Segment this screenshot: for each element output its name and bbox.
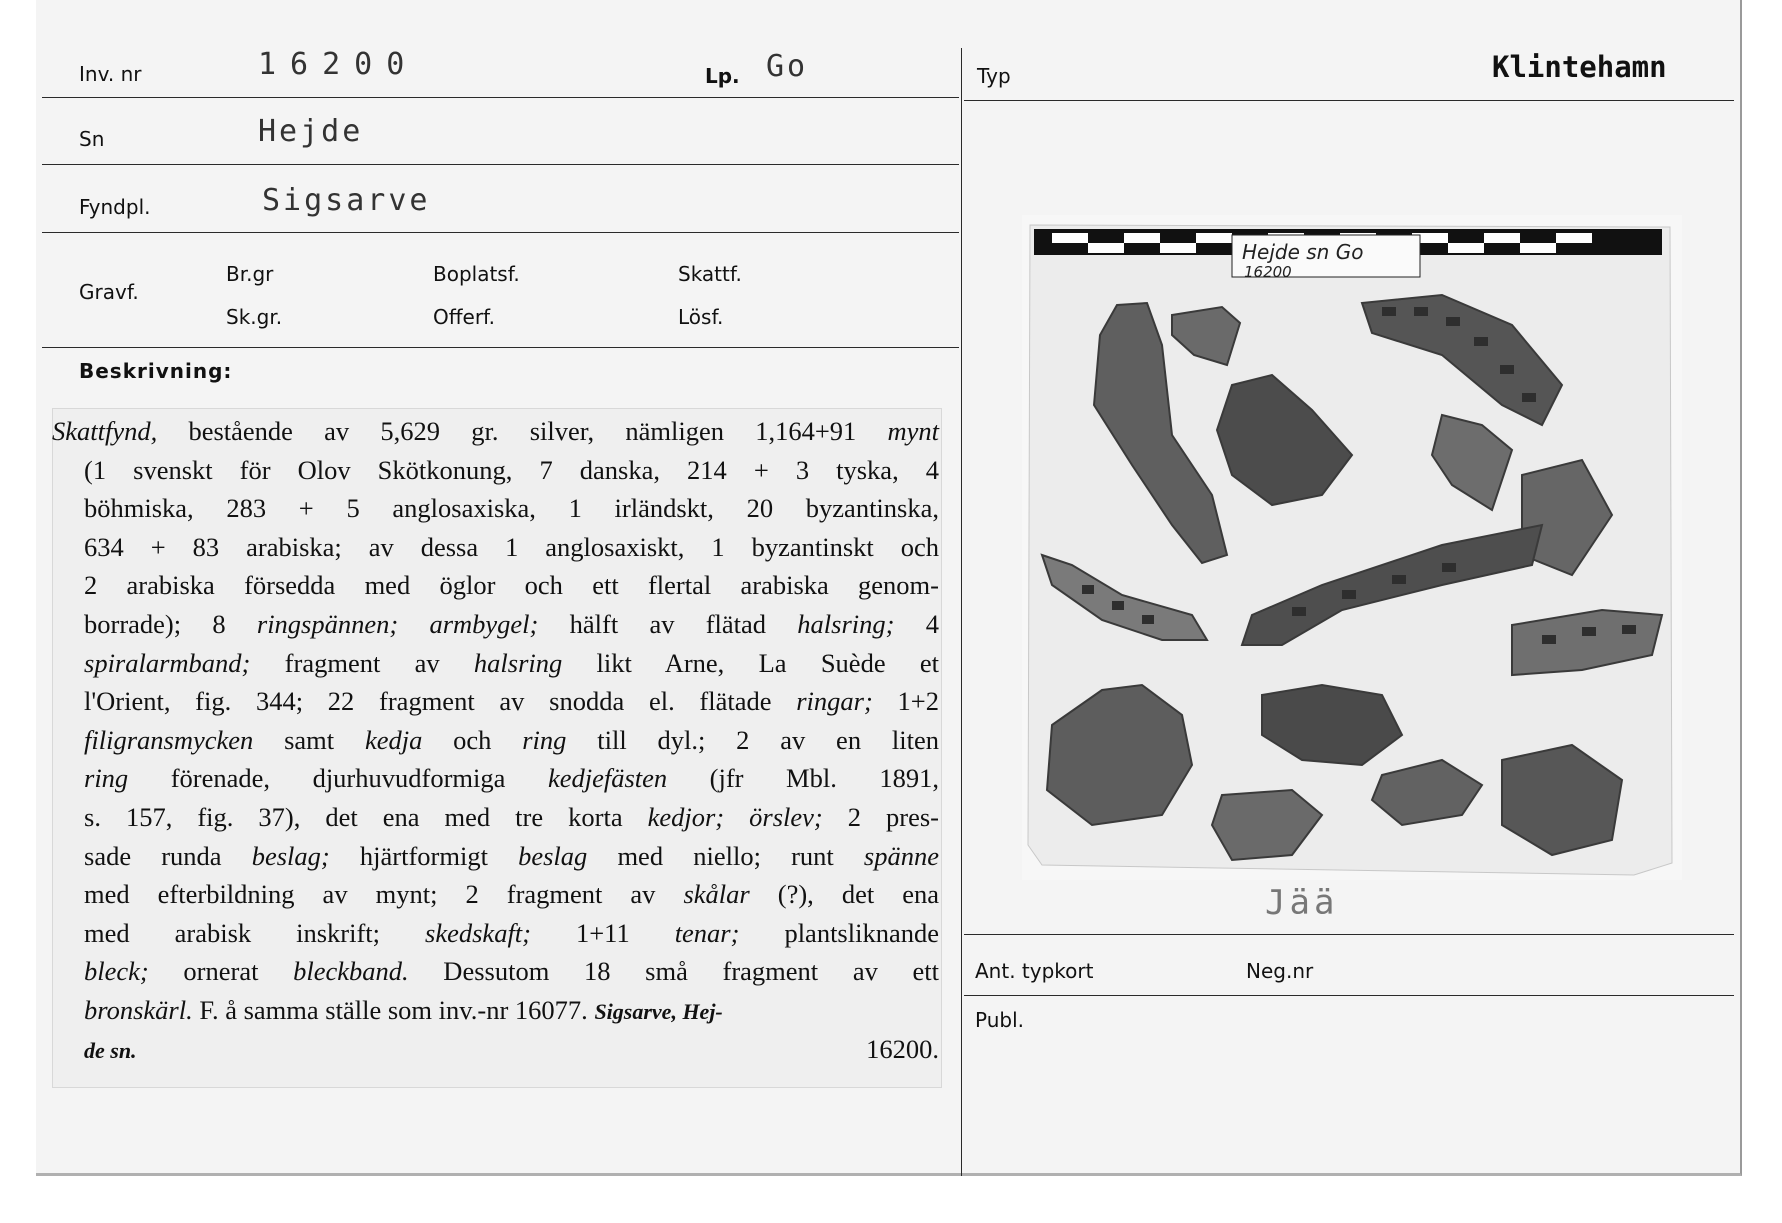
rule-publ <box>964 995 1734 996</box>
offerf-label: Offerf. <box>433 305 495 329</box>
skgr-label: Sk.gr. <box>226 305 283 329</box>
brgr-label: Br.gr <box>226 262 274 286</box>
desc-line: s. 157, fig. 37), det ena med tre korta kedjor; örslev; 2 pres- <box>84 801 939 832</box>
desc-line: Skattfynd, bestående av 5,629 gr. silver, nämligen 1,164+91 mynt <box>52 416 939 446</box>
lp-value: Go <box>766 49 809 84</box>
desc-line: böhmiska, 283 + 5 anglosaxiska, 1 irländskt, 20 byzantinska, <box>84 493 939 524</box>
desc-line: spiralarmband; fragment av halsring likt Arne, La Suède et <box>84 647 939 678</box>
desc-line: filigransmycken samt kedja och ring till dyl.; 2 av en liten <box>84 724 939 755</box>
desc-line: bleck; ornerat bleckband. Dessutom 18 små fragment av ett <box>84 956 939 987</box>
photo-label-line2: 16200 <box>1244 263 1292 281</box>
beskrivning-label: Beskrivning: <box>79 359 233 383</box>
desc-line: (1 svenskt för Olov Skötkonung, 7 danska, 214 + 3 tyska, 4 <box>84 454 939 485</box>
desc-line: sade runda beslag; hjärtformigt beslag med niello; runt spänne <box>84 840 939 871</box>
neg-nr-label: Neg.nr <box>1246 959 1314 983</box>
rule-row1 <box>42 97 959 98</box>
rule-row3 <box>42 232 959 233</box>
desc-line: bronskärl. F. å samma ställe som inv.-nr 16077. Sigsarve, Hej- <box>84 994 723 1025</box>
ant-typkort-label: Ant. typkort <box>975 959 1094 983</box>
rule-row2 <box>42 164 959 165</box>
desc-line: ring förenade, djurhuvudformiga kedjefästen (jfr Mbl. 1891, <box>84 763 940 794</box>
description-text <box>52 412 940 1068</box>
desc-line: borrade); 8 ringspännen; armbygel; hälft av flätad halsring; 4 <box>84 608 939 639</box>
rule-typ <box>964 100 1734 101</box>
desc-line: de sn. 16200. <box>84 1033 939 1064</box>
inv-nr-value: 16200 <box>258 47 419 82</box>
inv-nr-label: Inv. nr <box>79 62 142 86</box>
publ-label: Publ. <box>975 1008 1024 1032</box>
rule-vertical <box>961 48 962 1176</box>
sn-value: Hejde <box>258 114 364 149</box>
typ-value: Klintehamn <box>1492 50 1667 84</box>
boplatsf-label: Boplatsf. <box>433 262 520 286</box>
desc-line: 634 + 83 arabiska; av dessa 1 anglosaxiskt, 1 byzantinskt och <box>84 531 939 562</box>
find-photograph <box>1022 215 1682 880</box>
rule-row4 <box>42 347 959 348</box>
typ-label: Typ <box>977 64 1011 88</box>
desc-line: med efterbildning av mynt; 2 fragment av skålar (?), det ena <box>84 879 939 910</box>
fyndpl-label: Fyndpl. <box>79 195 151 219</box>
photo-label-line1: Hejde sn Go <box>1242 240 1364 264</box>
lp-label: Lp. <box>705 64 740 88</box>
desc-line: l'Orient, fig. 344; 22 fragment av snodda el. flätade ringar; 1+2 <box>84 686 939 717</box>
gravf-label: Gravf. <box>79 280 139 304</box>
rule-ant <box>964 934 1734 935</box>
skattf-label: Skattf. <box>678 262 742 286</box>
sn-label: Sn <box>79 127 105 151</box>
desc-line: med arabisk inskrift; skedskaft; 1+11 tenar; plantsliknande <box>84 917 939 948</box>
losf-label: Lösf. <box>678 305 724 329</box>
stamp-text: Jää <box>1265 883 1339 923</box>
fyndpl-value: Sigsarve <box>262 183 431 218</box>
desc-line: 2 arabiska försedda med öglor och ett flertal arabiska genom- <box>84 570 939 601</box>
